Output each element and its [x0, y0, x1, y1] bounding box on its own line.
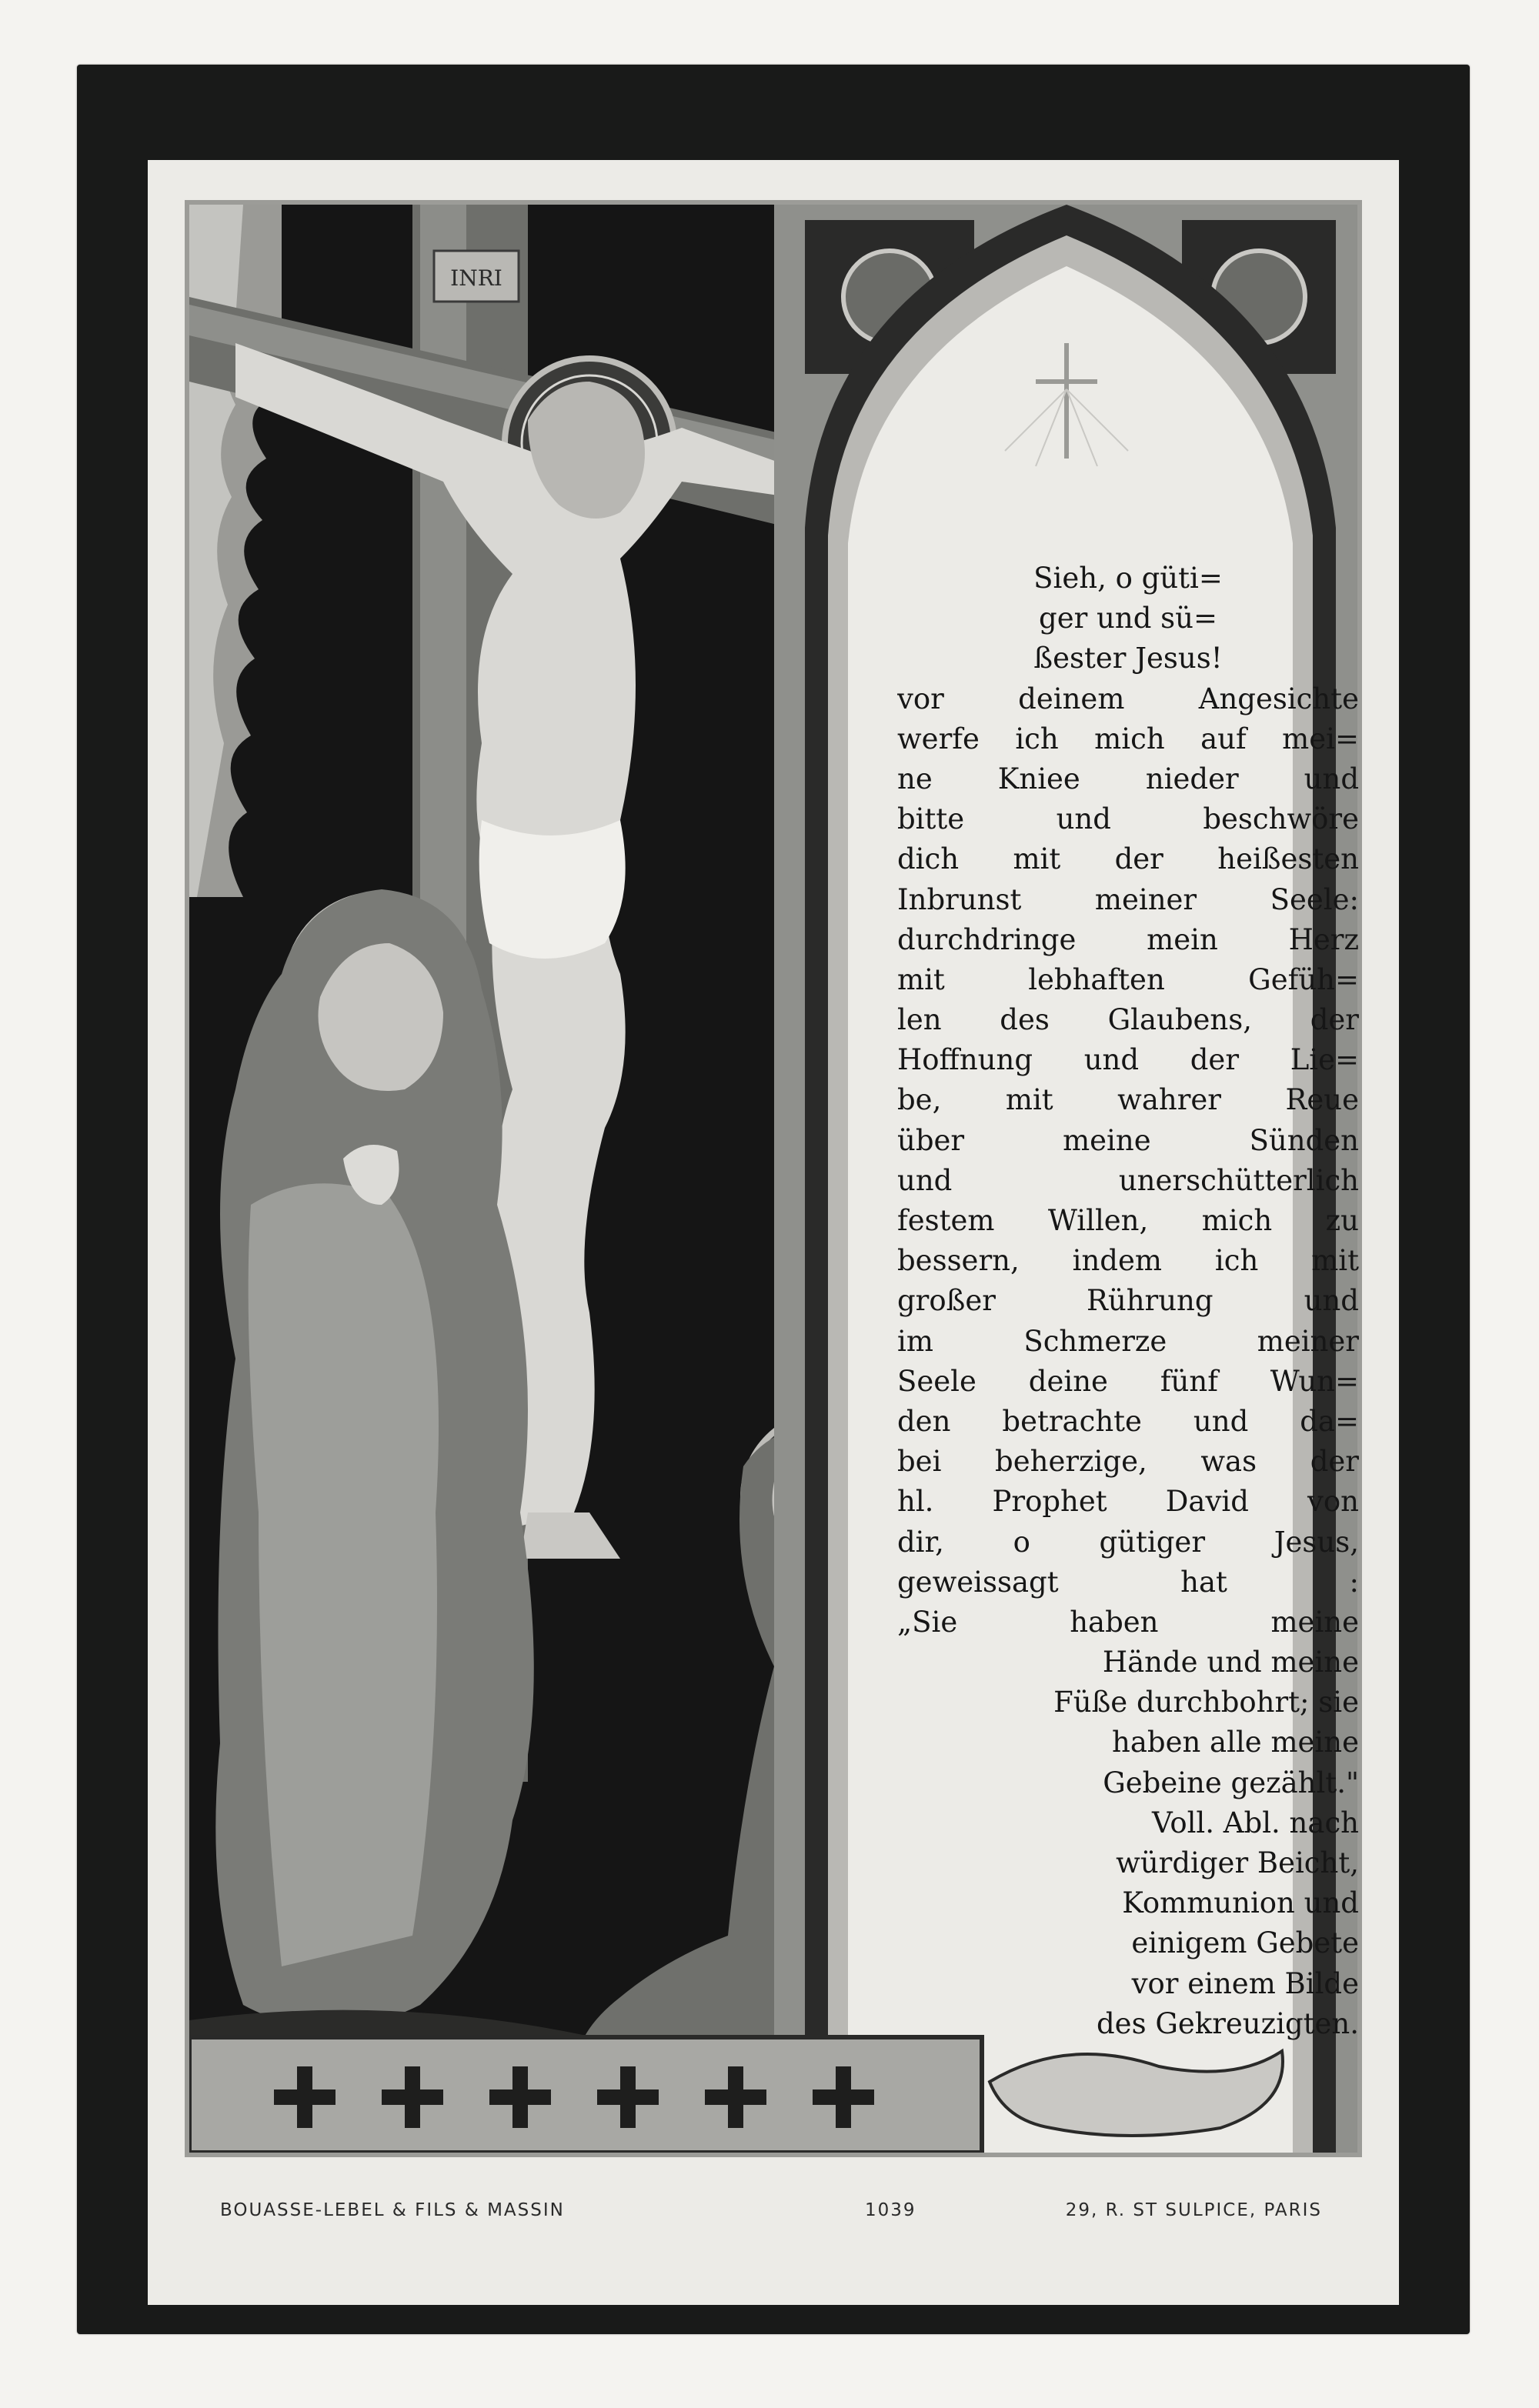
- prayer-line: vor deinem Angesichte: [897, 682, 1359, 715]
- prayer-line: „Sie haben meine: [897, 1605, 1359, 1639]
- prayer-line: würdiger Beicht,: [1116, 1846, 1359, 1879]
- prayer-line: durchdringe mein Herz: [897, 922, 1359, 956]
- prayer-line: bitte und beschwöre: [897, 802, 1359, 836]
- prayer-line: Füße durchbohrt; sie: [1053, 1686, 1359, 1719]
- prayer-line: geweissagt hat :: [897, 1565, 1359, 1599]
- prayer-line: ger und sü=: [1039, 602, 1217, 635]
- prayer-line: ßester Jesus!: [1033, 642, 1223, 675]
- prayer-line: und unerschütterlich: [897, 1163, 1359, 1197]
- prayer-line: Sieh, o güti=: [1033, 562, 1223, 595]
- imprint-address: 29, R. ST SULPICE, PARIS: [1065, 2200, 1322, 2220]
- imprint-publisher: BOUASSE-LEBEL & FILS & MASSIN: [220, 2200, 565, 2220]
- prayer-line: Inbrunst meiner Seele:: [897, 882, 1359, 916]
- prayer-line: Hoffnung und der Lie=: [897, 1043, 1359, 1077]
- prayer-line: einigem Gebete: [1131, 1926, 1359, 1960]
- prayer-line: den betrachte und da=: [897, 1404, 1359, 1438]
- prayer-line: des Gekreuzigten.: [1097, 2006, 1359, 2040]
- prayer-line: festem Willen, mich zu: [897, 1204, 1359, 1237]
- prayer-line: bei beherzige, was der: [897, 1445, 1359, 1479]
- prayer-line: über meine Sünden: [897, 1123, 1359, 1157]
- prayer-line: hl. Prophet David von: [897, 1485, 1359, 1519]
- prayer-line: vor einem Bilde: [1131, 1966, 1359, 2000]
- prayer-line: werfe ich mich auf mei=: [897, 722, 1359, 755]
- prayer-line: haben alle meine: [1112, 1726, 1359, 1759]
- prayer-text-panel: [897, 559, 1359, 2136]
- prayer-line: ne Kniee nieder und: [897, 762, 1359, 795]
- prayer-line: be, mit wahrer Reue: [897, 1083, 1359, 1117]
- inri-tablet: INRI: [450, 265, 502, 291]
- prayer-line: Seele deine fünf Wun=: [897, 1364, 1359, 1398]
- card-inner-panel: [148, 160, 1399, 2305]
- prayer-line: len des Glaubens, der: [897, 1003, 1359, 1037]
- crucifixion-illustration: [185, 200, 1362, 2157]
- prayer-line: dich mit der heißesten: [897, 842, 1359, 876]
- prayer-line: Kommunion und: [1122, 1886, 1359, 1920]
- prayer-line: Gebeine gezählt.": [1103, 1766, 1359, 1799]
- imprint-number: 1039: [865, 2200, 916, 2220]
- prayer-line: Hände und meine: [1102, 1646, 1359, 1679]
- prayer-line: Voll. Abl. nach: [1152, 1806, 1359, 1839]
- prayer-line: im Schmerze meiner: [897, 1324, 1359, 1358]
- mary-figure: [215, 889, 533, 2028]
- printer-imprint: [179, 2200, 1368, 2231]
- prayer-line: bessern, indem ich mit: [897, 1244, 1359, 1278]
- prayer-line: großer Rührung und: [897, 1284, 1359, 1318]
- memorial-card: [77, 65, 1470, 2334]
- prayer-line: dir, o gütiger Jesus,: [897, 1525, 1359, 1559]
- prayer-text: [897, 559, 1359, 2044]
- prayer-line: mit lebhaften Gefüh=: [897, 962, 1359, 996]
